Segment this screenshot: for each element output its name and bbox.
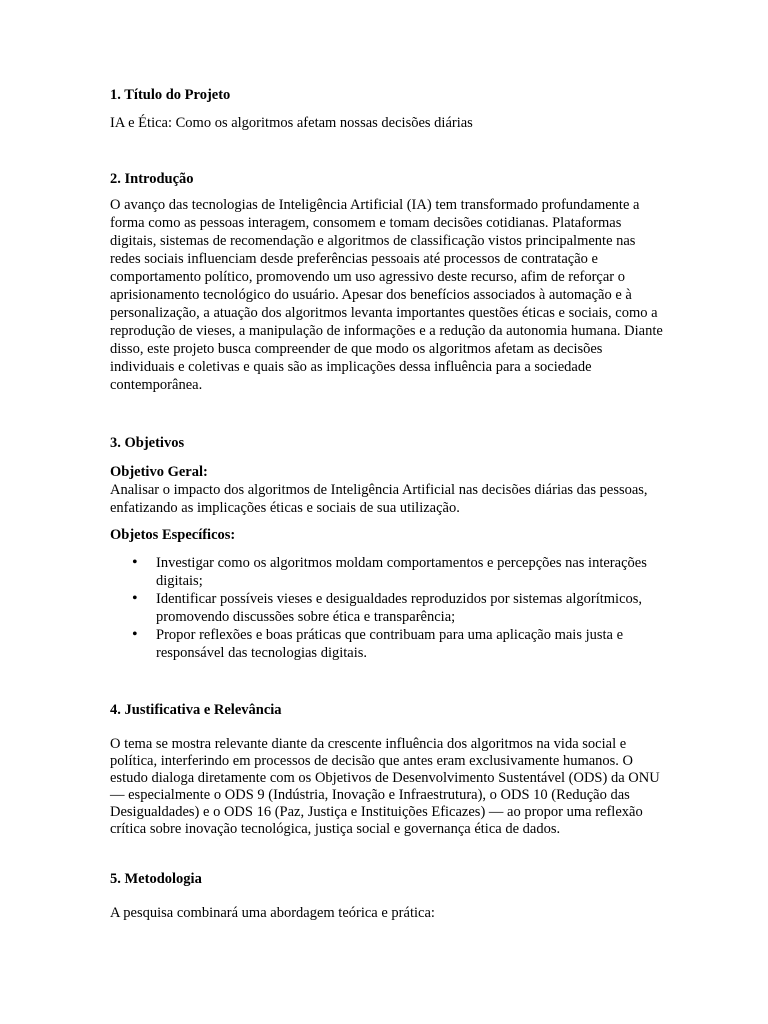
objetivos-especificos-list — [110, 554, 666, 662]
section-heading-titulo: 1. Título do Projeto — [110, 87, 231, 103]
list-item — [110, 554, 666, 590]
section-heading-metodologia: 5. Metodologia — [110, 871, 202, 887]
section-heading-introducao: 2. Introdução — [110, 171, 194, 187]
objetivo-geral-label: Objetivo Geral: — [110, 464, 208, 480]
bullet-icon — [132, 590, 138, 608]
bullet-icon — [132, 626, 138, 644]
list-item — [110, 590, 666, 626]
section-heading-objetivos: 3. Objetivos — [110, 435, 185, 451]
section-heading-justificativa: 4. Justificativa e Relevância — [110, 702, 282, 718]
list-item-text: Propor reflexões e boas práticas que contribuam para uma aplicação mais justa e responsável das tecnologias digitais. — [156, 627, 624, 661]
objetivo-geral-text: Analisar o impacto dos algoritmos de Inteligência Artificial nas decisões diárias das pessoas, enfatizando as implicações éticas e sociais de sua utilização. — [110, 482, 648, 516]
metodologia-paragraph: A pesquisa combinará uma abordagem teórica e prática: — [110, 905, 435, 921]
justificativa-paragraph: O tema se mostra relevante diante da crescente influência dos algoritmos na vida social e política, interferindo em processos de decisão que antes eram exclusivamente humanos. O estudo dialoga diretamente com os Objetivos de Desenvolvimento Sustentável (ODS) da ONU — especialmente o ODS 9 (Indústria, Inovação e Infraestrutura), o ODS 10 (Redução das Desigualdades) e o ODS 16 (Paz, Justiça e Instituições Eficazes) — ao propor uma reflexão crítica sobre inovação tecnológica, justiça social e governança ética de dados. — [110, 736, 660, 837]
objetivos-especificos-label: Objetos Específicos: — [110, 527, 236, 543]
introducao-paragraph: O avanço das tecnologias de Inteligência Artificial (IA) tem transformado profundamente a forma como as pessoas interagem, consomem e tomam decisões cotidianas. Plataformas digitais, sistemas de recomendação e algoritmos de classificação vistos principalmente nas redes sociais influenciam desde preferências pessoais até processos de contratação e comportamento político, promovendo um uso agressivo deste recurso, afim de reforçar o aprisionamento tecnológico do usuário. Apesar dos benefícios associados à automação e à personalização, a atuação dos algoritmos levanta importantes questões éticas e sociais, como a reprodução de vieses, a manipulação de informações e a redução da autonomia humana. Diante disso, este projeto busca compreender de que modo os algoritmos afetam as decisões individuais e coletivas e quais são as implicações dessa influência para a sociedade contemporânea. — [110, 197, 663, 393]
list-item-text: Investigar como os algoritmos moldam comportamentos e percepções nas interações digitais; — [156, 555, 647, 589]
list-item — [110, 626, 666, 662]
list-item-text: Identificar possíveis vieses e desigualdades reproduzidos por sistemas algorítmicos, promovendo discussões sobre ética e transparência; — [156, 591, 643, 625]
bullet-icon — [132, 554, 138, 572]
project-title-text: IA e Ética: Como os algoritmos afetam nossas decisões diárias — [110, 115, 473, 131]
